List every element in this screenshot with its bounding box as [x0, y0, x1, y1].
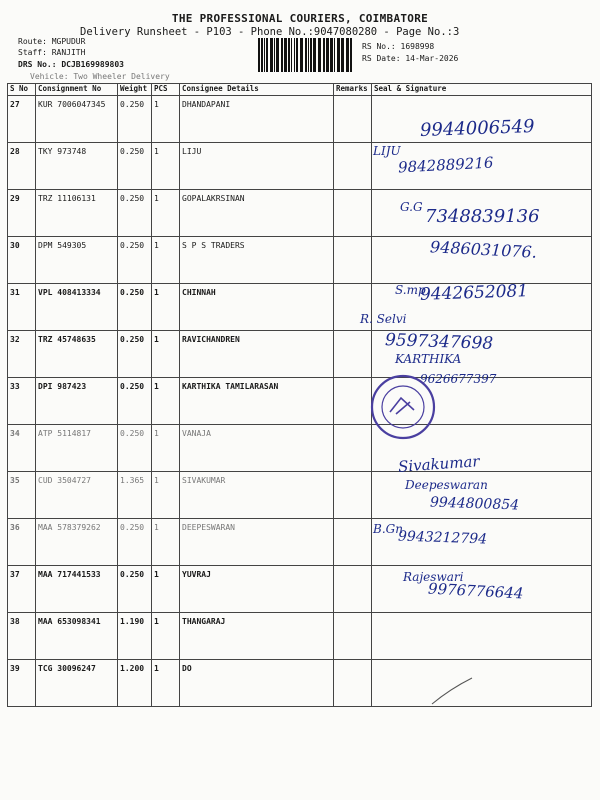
cell-weight: 0.250: [118, 284, 152, 331]
cell-consignment-no: TRZ 45748635: [36, 331, 118, 378]
cell-pcs: 1: [152, 472, 180, 519]
cell-pcs: 1: [152, 566, 180, 613]
runsheet-subtitle: Delivery Runsheet - P103 - Phone No.:9047080280 - Page No.:3: [80, 26, 460, 38]
handwritten-signature: 9944006549: [419, 116, 535, 141]
cell-weight: 0.250: [118, 331, 152, 378]
cell-consignment-no: MAA 578379262: [36, 519, 118, 566]
table-row: [8, 660, 592, 707]
cell-consignment-no: VPL 408413334: [36, 284, 118, 331]
cell-consignee: THANGARAJ: [180, 613, 334, 660]
col-header-consignment: Consignment No: [36, 84, 118, 96]
rs-number: RS No.: 1698998: [362, 42, 435, 51]
cell-pcs: 1: [152, 660, 180, 707]
cell-weight: 0.250: [118, 425, 152, 472]
cell-sno: 29: [8, 190, 36, 237]
cell-weight: 1.190: [118, 613, 152, 660]
cell-weight: 0.250: [118, 237, 152, 284]
cell-pcs: 1: [152, 284, 180, 331]
cell-consignee: YUVRAJ: [180, 566, 334, 613]
staff-label: Staff: RANJITH: [18, 48, 86, 57]
cell-sno: 27: [8, 96, 36, 143]
vehicle-label: Vehicle: Two Wheeler Delivery: [30, 72, 170, 81]
table-row: [8, 613, 592, 660]
cell-consignee: S P S TRADERS: [180, 237, 334, 284]
cell-consignee: GOPALAKRSINAN: [180, 190, 334, 237]
cell-pcs: 1: [152, 143, 180, 190]
cell-sno: 38: [8, 613, 36, 660]
cell-remarks: [334, 472, 372, 519]
cell-remarks: [334, 425, 372, 472]
cell-remarks: [334, 378, 372, 425]
cell-remarks: [334, 331, 372, 378]
cell-sno: 36: [8, 519, 36, 566]
cell-consignment-no: TCG 30096247: [36, 660, 118, 707]
cell-sno: 33: [8, 378, 36, 425]
handwritten-name: Rajeswari: [403, 570, 464, 584]
seal-stamp: [368, 372, 438, 442]
cell-pcs: 1: [152, 96, 180, 143]
cell-sno: 31: [8, 284, 36, 331]
cell-pcs: 1: [152, 190, 180, 237]
pen-stroke-mark: [430, 676, 474, 706]
handwritten-name: Deepeswaran: [405, 478, 488, 492]
route-label: Route: MGPUDUR: [18, 37, 86, 46]
cell-remarks: [334, 566, 372, 613]
cell-sno: 37: [8, 566, 36, 613]
cell-weight: 0.250: [118, 190, 152, 237]
table-row: [8, 519, 592, 566]
cell-pcs: 1: [152, 519, 180, 566]
table-header-row: [8, 84, 592, 96]
cell-weight: 1.365: [118, 472, 152, 519]
handwritten-name: LIJU: [373, 144, 401, 158]
cell-consignment-no: KUR 7006047345: [36, 96, 118, 143]
cell-remarks: [334, 613, 372, 660]
handwritten-name: R. Selvi: [360, 312, 407, 326]
cell-consignment-no: TKY 973748: [36, 143, 118, 190]
cell-sno: 39: [8, 660, 36, 707]
cell-consignee: LIJU: [180, 143, 334, 190]
cell-pcs: 1: [152, 613, 180, 660]
cell-sno: 30: [8, 237, 36, 284]
cell-consignment-no: ATP 5114817: [36, 425, 118, 472]
handwritten-signature: 9486031076.: [429, 237, 538, 262]
cell-remarks: [334, 660, 372, 707]
cell-sno: 35: [8, 472, 36, 519]
col-header-pcs: PCS: [152, 84, 180, 96]
cell-weight: 1.200: [118, 660, 152, 707]
col-header-remarks: Remarks: [334, 84, 372, 96]
cell-consignment-no: TRZ 11106131: [36, 190, 118, 237]
cell-consignment-no: DPI 987423: [36, 378, 118, 425]
drs-number: DRS No.: DCJB169989803: [18, 60, 124, 69]
cell-consignee: KARTHIKA TAMILARASAN: [180, 378, 334, 425]
handwritten-signature: 9943212794: [397, 528, 488, 548]
handwritten-signature: Sivakumar: [397, 452, 481, 476]
cell-consignee: DEEPESWARAN: [180, 519, 334, 566]
cell-consignee: SIVAKUMAR: [180, 472, 334, 519]
cell-signature: [372, 660, 592, 707]
rs-date: RS Date: 14-Mar-2026: [362, 54, 459, 63]
cell-signature: [372, 613, 592, 660]
cell-consignment-no: MAA 653098341: [36, 613, 118, 660]
table-row: [8, 378, 592, 425]
handwritten-name: G.G: [400, 200, 423, 214]
cell-sno: 32: [8, 331, 36, 378]
handwritten-signature: 9944800854: [429, 494, 520, 514]
col-header-signature: Seal & Signature: [372, 84, 592, 96]
cell-consignment-no: CUD 3504727: [36, 472, 118, 519]
handwritten-signature: 7348839136: [425, 206, 540, 227]
cell-consignment-no: DPM 549305: [36, 237, 118, 284]
cell-weight: 0.250: [118, 519, 152, 566]
cell-sno: 28: [8, 143, 36, 190]
cell-consignee: DO: [180, 660, 334, 707]
cell-pcs: 1: [152, 425, 180, 472]
page-title: THE PROFESSIONAL COURIERS, COIMBATORE: [171, 12, 429, 25]
cell-weight: 0.250: [118, 378, 152, 425]
cell-remarks: [334, 190, 372, 237]
col-header-weight: Weight: [118, 84, 152, 96]
handwritten-signature: 9626677397: [420, 372, 497, 386]
cell-weight: 0.250: [118, 96, 152, 143]
handwritten-name: KARTHIKA: [395, 352, 462, 366]
handwritten-signature: 9442652081: [419, 281, 529, 305]
cell-weight: 0.250: [118, 143, 152, 190]
cell-consignment-no: MAA 717441533: [36, 566, 118, 613]
cell-remarks: [334, 237, 372, 284]
cell-remarks: [334, 519, 372, 566]
col-header-consignee: Consignee Details: [180, 84, 334, 96]
cell-pcs: 1: [152, 237, 180, 284]
col-header-sno: S No: [8, 84, 36, 96]
table-row: [8, 331, 592, 378]
runsheet-table: [7, 83, 592, 707]
handwritten-name: B.Gn: [373, 522, 403, 536]
cell-pcs: 1: [152, 378, 180, 425]
cell-consignee: DHANDAPANI: [180, 96, 334, 143]
cell-consignee: CHINNAH: [180, 284, 334, 331]
handwritten-name: S.mp: [395, 283, 426, 297]
cell-remarks: [334, 143, 372, 190]
handwritten-signature: 9842889216: [397, 153, 494, 177]
table-row: [8, 425, 592, 472]
handwritten-signature: 9976776644: [427, 579, 524, 603]
cell-weight: 0.250: [118, 566, 152, 613]
cell-remarks: [334, 96, 372, 143]
barcode-image: [258, 38, 354, 72]
cell-consignee: VANAJA: [180, 425, 334, 472]
cell-consignee: RAVICHANDREN: [180, 331, 334, 378]
cell-sno: 34: [8, 425, 36, 472]
cell-pcs: 1: [152, 331, 180, 378]
handwritten-signature: 9597347698: [384, 330, 494, 354]
table-row: [8, 143, 592, 190]
